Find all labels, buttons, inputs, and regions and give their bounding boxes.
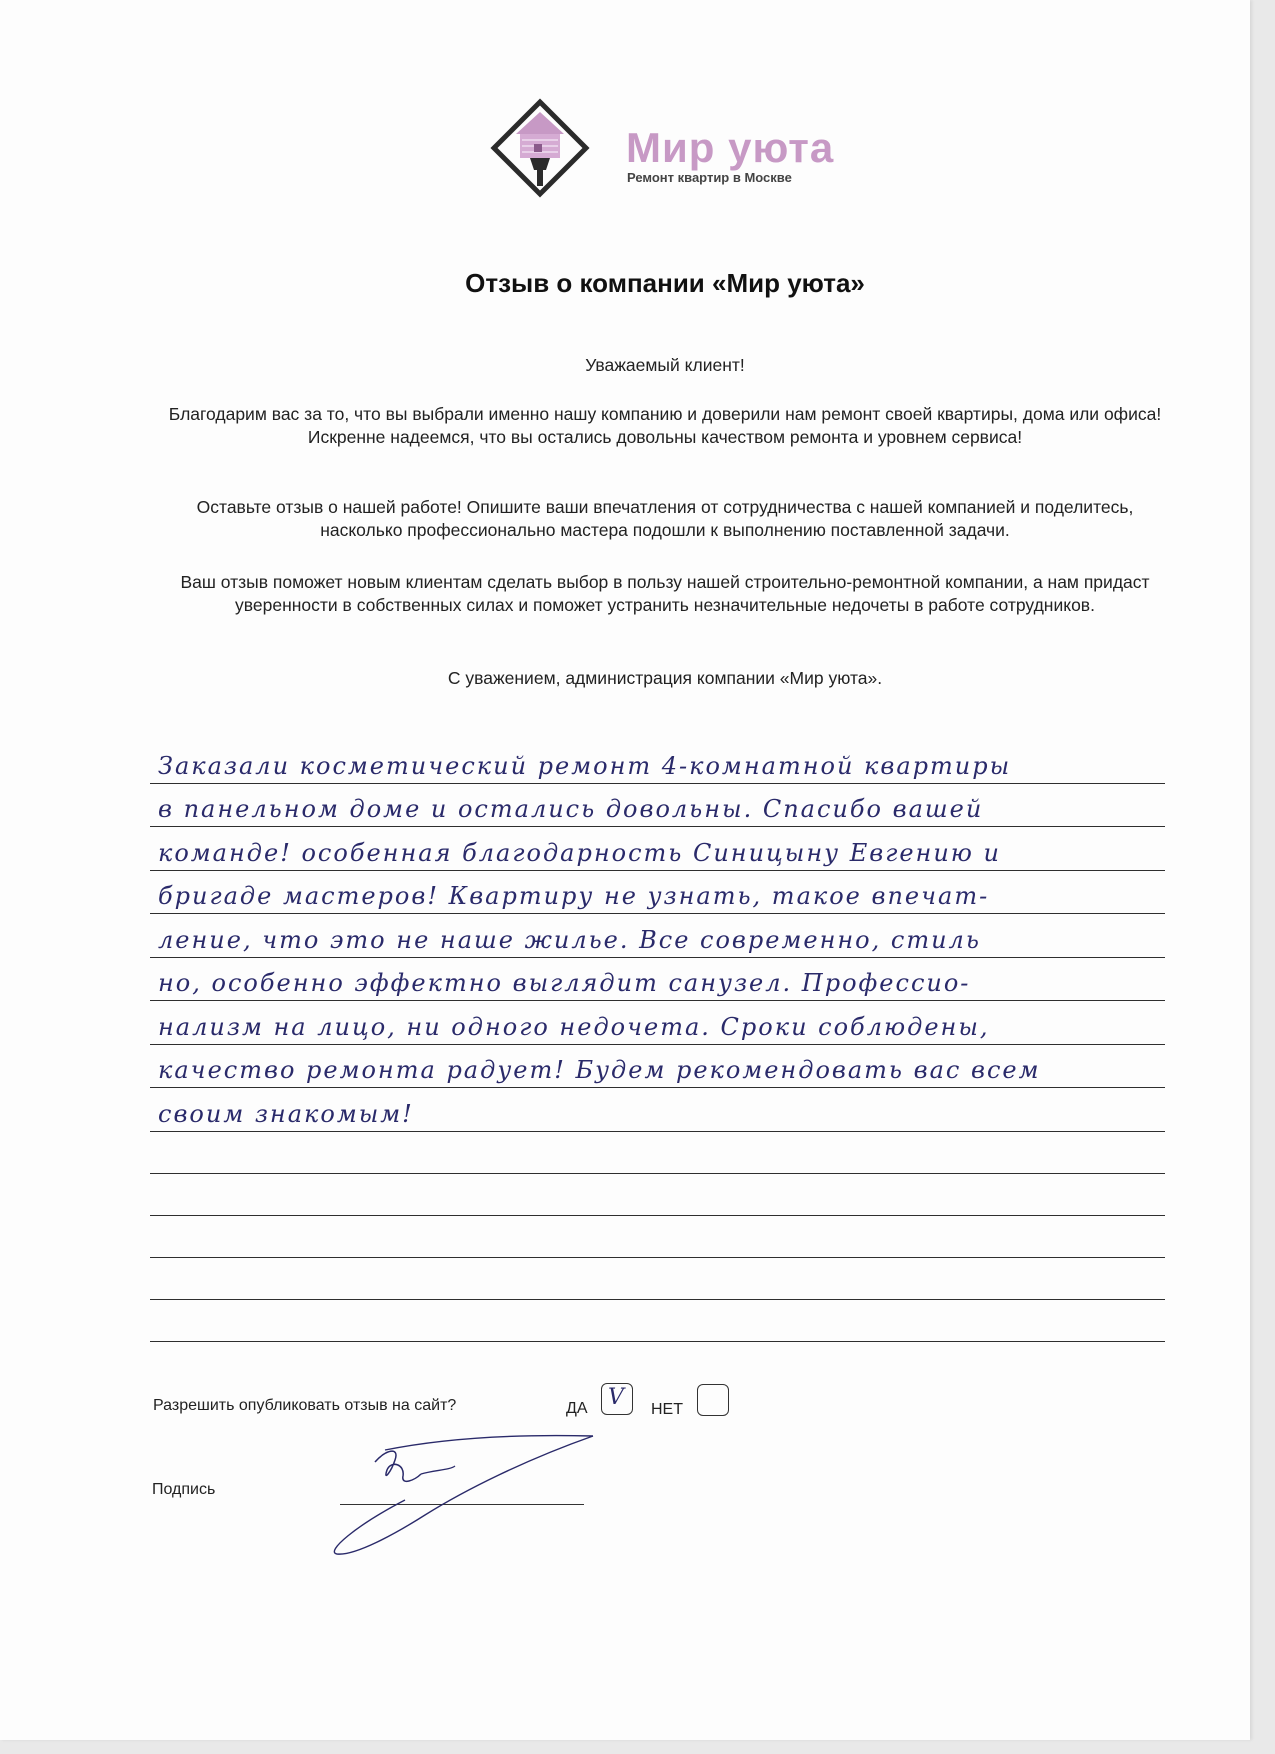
closing-text: С уважением, администрация компании «Мир уюта». <box>447 668 883 688</box>
review-line <box>150 784 1165 828</box>
review-line <box>150 1088 1165 1132</box>
review-line-text: Заказали косметический ремонт 4-комнатной квартиры <box>158 751 1012 780</box>
review-text-area[interactable] <box>150 740 1165 1342</box>
review-line-text: своим знакомым! <box>158 1099 414 1128</box>
house-roller-logo-icon <box>490 98 610 208</box>
review-line <box>150 740 1165 784</box>
empty-review-line <box>150 1132 1165 1174</box>
empty-review-line <box>150 1300 1165 1342</box>
review-line <box>150 871 1165 915</box>
empty-review-line <box>150 1216 1165 1258</box>
signature-label: Подпись <box>152 1481 216 1498</box>
yes-label: ДА <box>566 1400 588 1417</box>
empty-review-line <box>150 1258 1165 1300</box>
review-line-text: но, особенно эффектно выглядит санузел. Профессио- <box>158 969 971 997</box>
yes-check-mark: V <box>608 1385 624 1410</box>
yes-checkbox[interactable] <box>601 1383 633 1415</box>
review-line-text: ление, что это не наше жилье. Все современно, стиль <box>158 925 981 954</box>
greeting: Уважаемый клиент! <box>585 355 745 375</box>
review-line-text: в панельном доме и остались довольны. Спасибо вашей <box>158 795 984 823</box>
paragraph-benefit: Ваш отзыв поможет новым клиентам сделать выбор в пользу нашей строительно-ремонтной компании, а нам придаст уверенности в собственных силах и поможет устранить незначительные недочеты в работе сотрудников. <box>180 572 1150 615</box>
publish-question: Разрешить опубликовать отзыв на сайт? <box>153 1397 457 1414</box>
review-line <box>150 958 1165 1002</box>
review-line <box>150 914 1165 958</box>
review-line-text: нализм на лицо, ни одного недочета. Сроки соблюдены, <box>158 1012 990 1041</box>
paragraph-thanks: Благодарим вас за то, что вы выбрали именно нашу компанию и доверили нам ремонт своей квартиры, дома или офиса! Искренне надеемся, что вы остались довольны качеством ремонта и уровнем сервиса! <box>168 404 1162 447</box>
page-title: Отзыв о компании «Мир уюта» <box>465 268 865 298</box>
review-line-text: качество ремонта радует! Будем рекомендовать вас всем <box>158 1056 1041 1084</box>
review-line-text: команде! особенная благодарность Синицыну Евгению и <box>158 838 1002 867</box>
brand-name: Мир уюта <box>626 124 835 171</box>
review-line <box>150 1045 1165 1089</box>
review-line <box>150 827 1165 871</box>
paragraph-request: Оставьте отзыв о нашей работе! Опишите ваши впечатления от сотрудничества с нашей компанией и поделитесь, насколько профессионально мастера подошли к выполнению поставленной задачи. <box>196 497 1134 540</box>
empty-review-line <box>150 1174 1165 1216</box>
no-checkbox[interactable] <box>697 1384 729 1416</box>
review-line-text: бригаде мастеров! Квартиру не узнать, такое впечат- <box>158 882 990 910</box>
review-line <box>150 1001 1165 1045</box>
brand-tagline: Ремонт квартир в Москве <box>627 170 792 185</box>
handwritten-signature-icon <box>325 1430 605 1560</box>
no-label: НЕТ <box>651 1401 683 1418</box>
